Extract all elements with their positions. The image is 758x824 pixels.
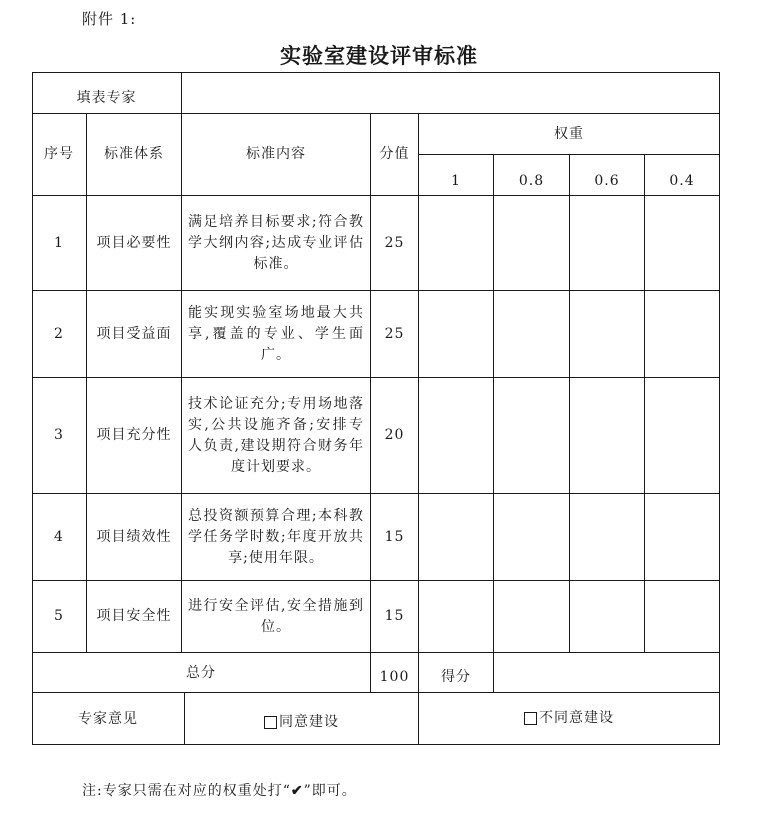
weight-0.6: 0.6	[594, 172, 620, 189]
weight-cell-0.6[interactable]	[570, 378, 644, 493]
weight-cell-0.8[interactable]	[494, 494, 569, 580]
weight-cell-0.8[interactable]	[494, 378, 569, 493]
row-content: 满足培养目标要求;符合教学大纲内容;达成专业评估标准。	[188, 213, 364, 272]
header-system: 标准体系	[104, 146, 164, 162]
row-index: 4	[54, 528, 64, 545]
row-score: 25	[384, 325, 405, 342]
weight-1: 1	[451, 172, 461, 189]
got-score-field[interactable]	[494, 653, 719, 692]
row-index: 3	[54, 427, 64, 443]
opinion-label: 专家意见	[78, 711, 138, 727]
weight-cell-0.6[interactable]	[570, 581, 644, 652]
row-index: 2	[54, 325, 64, 342]
row-content: 进行安全评估,安全措施到位。	[188, 597, 364, 635]
weight-cell-0.4[interactable]	[645, 378, 719, 493]
expert-field[interactable]	[182, 73, 719, 113]
row-content: 技术论证充分;专用场地落实,公共设施齐备;安排专人负责,建设期符合财务年度计划要求。	[188, 395, 364, 475]
row-content: 能实现实验室场地最大共享,覆盖的专业、学生面广。	[188, 304, 364, 363]
weight-cell-1[interactable]	[419, 378, 493, 493]
row-system: 项目受益面	[96, 325, 172, 342]
row-score: 25	[384, 234, 405, 251]
footnote-prefix: 注:专家只需在对应的权重处打“	[82, 783, 291, 799]
got-score-label: 得分	[441, 669, 471, 685]
row-system: 项目绩效性	[96, 528, 172, 545]
weight-0.8: 0.8	[518, 172, 545, 189]
weight-cell-1[interactable]	[419, 494, 493, 580]
header-score: 分值	[379, 146, 410, 162]
footnote-suffix: ”即可。	[303, 783, 357, 799]
weight-cell-0.6[interactable]	[570, 291, 644, 377]
row-content: 总投资额预算合理;本科教学任务学时数;年度开放共享;使用年限。	[188, 507, 364, 566]
weight-cell-0.6[interactable]	[570, 494, 644, 580]
agree-checkbox[interactable]	[264, 716, 277, 729]
weight-cell-1[interactable]	[419, 581, 493, 652]
weight-cell-0.8[interactable]	[494, 581, 569, 652]
weight-cell-1[interactable]	[419, 291, 493, 377]
row-system: 项目安全性	[96, 608, 172, 624]
weight-cell-0.6[interactable]	[570, 196, 644, 290]
weight-cell-1[interactable]	[419, 196, 493, 290]
row-system: 项目必要性	[96, 234, 172, 251]
row-score: 15	[384, 528, 405, 545]
row-score: 15	[384, 608, 405, 624]
check-mark-icon: ✔	[290, 783, 304, 799]
header-content: 标准内容	[246, 146, 306, 162]
header-weight: 权重	[554, 125, 584, 142]
weight-cell-0.4[interactable]	[645, 494, 719, 580]
disagree-option[interactable]	[419, 693, 719, 744]
weight-cell-0.8[interactable]	[494, 196, 569, 290]
disagree-checkbox[interactable]	[524, 712, 537, 725]
agree-label: 同意建设	[279, 714, 339, 730]
weight-cell-0.4[interactable]	[645, 581, 719, 652]
row-score: 20	[384, 427, 405, 443]
row-index: 1	[54, 234, 64, 251]
expert-label: 填表专家	[76, 89, 137, 106]
total-label: 总分	[186, 665, 216, 681]
weight-0.4: 0.4	[669, 172, 695, 189]
page-title: 实验室建设评审标准	[280, 44, 478, 68]
agree-option[interactable]	[185, 693, 418, 744]
attachment-label: 附件 1:	[82, 10, 137, 28]
weight-cell-0.4[interactable]	[645, 291, 719, 377]
weight-cell-0.4[interactable]	[645, 196, 719, 290]
disagree-label: 不同意建设	[539, 710, 614, 726]
footnote	[82, 780, 357, 800]
weight-cell-0.8[interactable]	[494, 291, 569, 377]
row-index: 5	[54, 608, 64, 624]
header-index: 序号	[44, 146, 74, 162]
row-system: 项目充分性	[96, 427, 172, 443]
total-score: 100	[379, 669, 410, 685]
